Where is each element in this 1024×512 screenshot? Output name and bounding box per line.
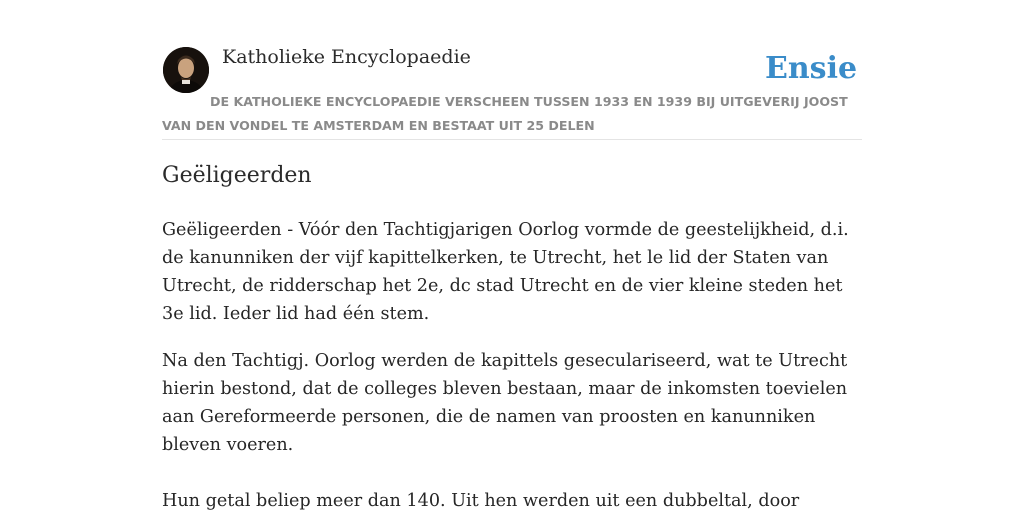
header-divider (162, 139, 862, 140)
entry-title: Geëligeerden (162, 163, 312, 188)
site-description: DE KATHOLIEKE ENCYCLOPAEDIE VERSCHEEN TUSSEN 1933 EN 1939 BIJ UITGEVERIJ JOOST VAN DEN VONDEL TE AMSTERDAM EN BESTAAT UIT 25 DELEN (162, 94, 848, 133)
article-paragraph: Na den Tachtigj. Oorlog werden de kapittels geseculariseerd, wat te Utrecht hierin bestond, dat de colleges bleven bestaan, maar de inkomsten toevielen aan Gereformeerde personen, die de namen van proosten en kanunniken bleven voeren. (162, 351, 848, 455)
article-paragraph: Geëligeerden - Vóór den Tachtigjarigen Oorlog vormde de geestelijkheid, d.i. de kanunniken der vijf kapittelkerken, te Utrecht, het le lid der Staten van Utrecht, de ridderschap het 2e, dc stad Utrecht en de vier kleine steden het 3e lid. Ieder lid had één stem. (162, 220, 849, 324)
article-paragraph: Hun getal beliep meer dan 140. Uit hen werden uit een dubbeltal, door (162, 491, 800, 511)
portrait-icon (163, 47, 209, 93)
brand-logo[interactable]: Ensie (765, 51, 858, 86)
site-avatar[interactable] (163, 47, 209, 93)
site-title[interactable]: Katholieke Encyclopaedie (222, 46, 471, 68)
